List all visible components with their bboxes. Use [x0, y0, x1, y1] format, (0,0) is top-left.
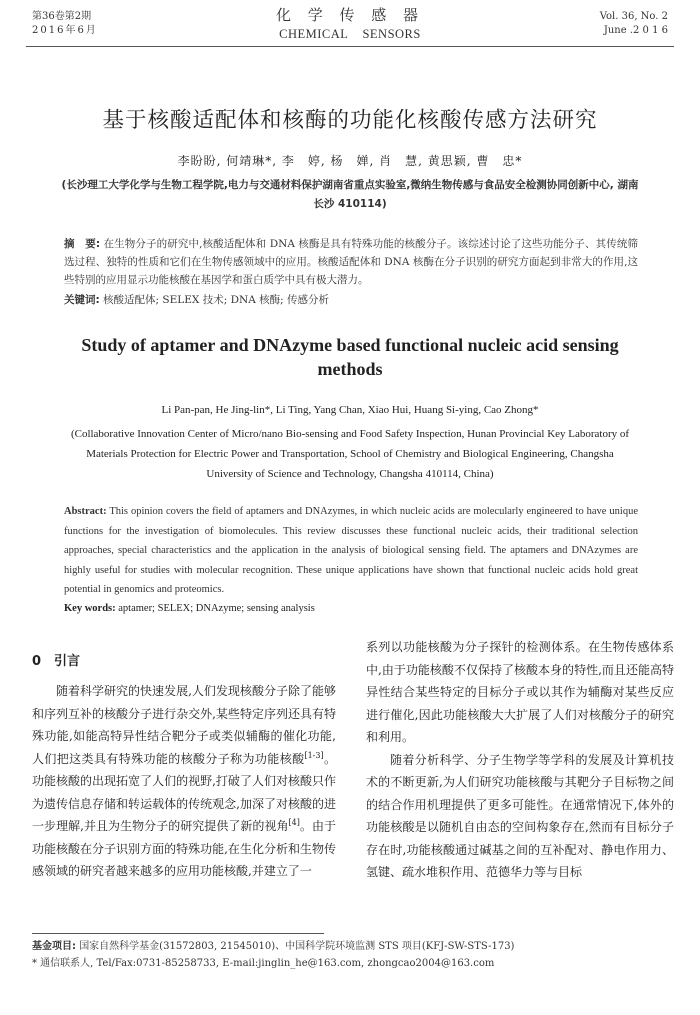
authors-cn: 李盼盼, 何靖琳*, 李 婷, 杨 婵, 肖 慧, 黄思颖, 曹 忠*	[177, 154, 523, 168]
paper-title-cn: 基于核酸适配体和核酶的功能化核酸传感方法研究	[102, 108, 598, 133]
journal-date-en: June .2 0 1 6	[603, 25, 668, 36]
abstract-en-text: This opinion covers the field of aptamers and DNAzymes, in which nucleic acids are molecularly engineered to have unique functions for the investigation of biomolecules. This review discusses these functional nucleic acids, their traditional selection approaches, special characteristics and the application in the analysis of biological sensing field. The aptamers and DNAzymes are highly useful for studies with molecular recognition. These unique applications have shown that functional nucleic acids hold great potential in genomics and proteomics.	[64, 506, 639, 595]
abstract-en-label: Abstract:	[64, 506, 107, 517]
intro-paragraph-2: 随着分析科学、分子生物学等学科的发展及计算机技术的不断更新,为人们研究功能核酸与其靶分子目标物之间的结合作用机理提供了更多可能性。在通常情况下,体外的功能核酸是以随机自由态的空间构象存在,然而有目标分子存在时,功能核酸通过碱基之间的互补配对、静电作用力、氢键、疏水堆积作用、范德华力等与目标	[366, 752, 674, 879]
intro-paragraph-1b: 。功能核酸的出现拓宽了人们的视野,打破了人们对核酸只作为遗传信息存储和转运载体的传统观念,加深了对核酸的进一步理解,并且为生物分子的研究提供了新的视角	[32, 751, 336, 833]
section-heading-introduction: 0 引言	[32, 654, 81, 669]
journal-volume-en: Vol. 36, No. 2	[599, 11, 668, 22]
keywords-en	[64, 600, 638, 618]
intro-paragraph-1c: 。由于功能核酸在分子识别方面的特殊功能,在生化分析和生物传感领域的研究者越来越多的应用功能核酸,并建立了一	[32, 819, 336, 878]
abstract-cn-label: 摘 要:	[64, 238, 101, 250]
body-column-left	[32, 680, 336, 883]
keywords-cn-text: 核酸适配体; SELEX 技术; DNA 核酶; 传感分析	[103, 294, 330, 306]
abstract-cn-text: 在生物分子的研究中,核酸适配体和 DNA 核酶是具有特殊功能的核酸分子。该综述讨论了这些功能分子、其传统筛选过程、独特的性质和它们在生物传感领域中的应用。核酸适配体和 DNA 核酶在分子识别的研究方面起到非常大的作用,这些特别的应用显示功能核酸在基因学和蛋白质学中具有极大潜力。	[64, 238, 639, 286]
journal-volume-cn: 第36卷第2期	[32, 11, 92, 22]
funding-text: 国家自然科学基金(31572803, 21545010)、中国科学院环境监测 STS 项目(KFJ-SW-STS-173)	[79, 941, 515, 952]
citation-4: [4]	[288, 818, 300, 827]
header-rule	[26, 46, 674, 47]
keywords-cn-label: 关键词:	[64, 294, 100, 306]
journal-name	[0, 6, 700, 42]
funding-label: 基金项目:	[32, 941, 76, 952]
intro-paragraph-1-continued: 系列以功能核酸为分子探针的检测体系。在生物传感体系中,由于功能核酸不仅保持了核酸本身的特性,而且还能高特异性结合某些特定的目标分子或以其作为辅酶对某些反应进行催化,因此功能核酸大大扩展了人们对核酸分子的研究和利用。	[366, 640, 674, 744]
keywords-en-label: Key words:	[64, 603, 116, 614]
journal-issue-en	[600, 10, 668, 38]
footnote-contact: * 通信联系人, Tel/Fax:0731-85258733, E-mail:jinglin_he@163.com, zhongcao2004@163.com	[32, 958, 495, 969]
authors-en: Li Pan-pan, He Jing-lin*, Li Ting, Yang Chan, Xiao Hui, Huang Si-ying, Cao Zhong*	[161, 404, 539, 416]
footnote-funding	[32, 939, 672, 955]
journal-name-en: CHEMICAL SENSORS	[279, 27, 421, 41]
keywords-en-text: aptamer; SELEX; DNAzyme; sensing analysis	[118, 603, 315, 614]
footnote-rule	[32, 933, 324, 934]
abstract-cn	[64, 235, 638, 289]
paper-title-en: Study of aptamer and DNAzyme based functional nucleic acid sensing methods	[81, 335, 619, 379]
citation-1-3: [1-3]	[304, 750, 324, 760]
affiliation-en: (Collaborative Innovation Center of Micro/nano Bio-sensing and Food Safety Inspection, Hunan Provincial Key Laboratory of Materials Protection for Electric Power and Transportation, School of Chemistry and Biological Engineering, Changsha University of Science and Technology, Changsha 410114, China)	[70, 428, 630, 480]
body-column-right	[366, 636, 674, 884]
intro-paragraph-1a: 随着科学研究的快速发展,人们发现核酸分子除了能够和序列互补的核酸分子进行杂交外,某些特定序列还具有特殊功能,如能高特异性结合靶分子或类似辅酶的催化功能,人们把这类具有特殊功能的核酸分子称为功能核酸	[32, 684, 336, 766]
keywords-cn	[64, 291, 638, 309]
journal-name-cn: 化 学 传 感 器	[275, 6, 425, 24]
affiliation-cn: (长沙理工大学化学与生物工程学院,电力与交通材料保护湖南省重点实验室,微纳生物传感与食品安全检测协同创新中心, 湖南长沙 410114)	[61, 179, 639, 210]
journal-date-cn: 2016年6月	[32, 25, 98, 36]
abstract-en	[64, 502, 638, 600]
